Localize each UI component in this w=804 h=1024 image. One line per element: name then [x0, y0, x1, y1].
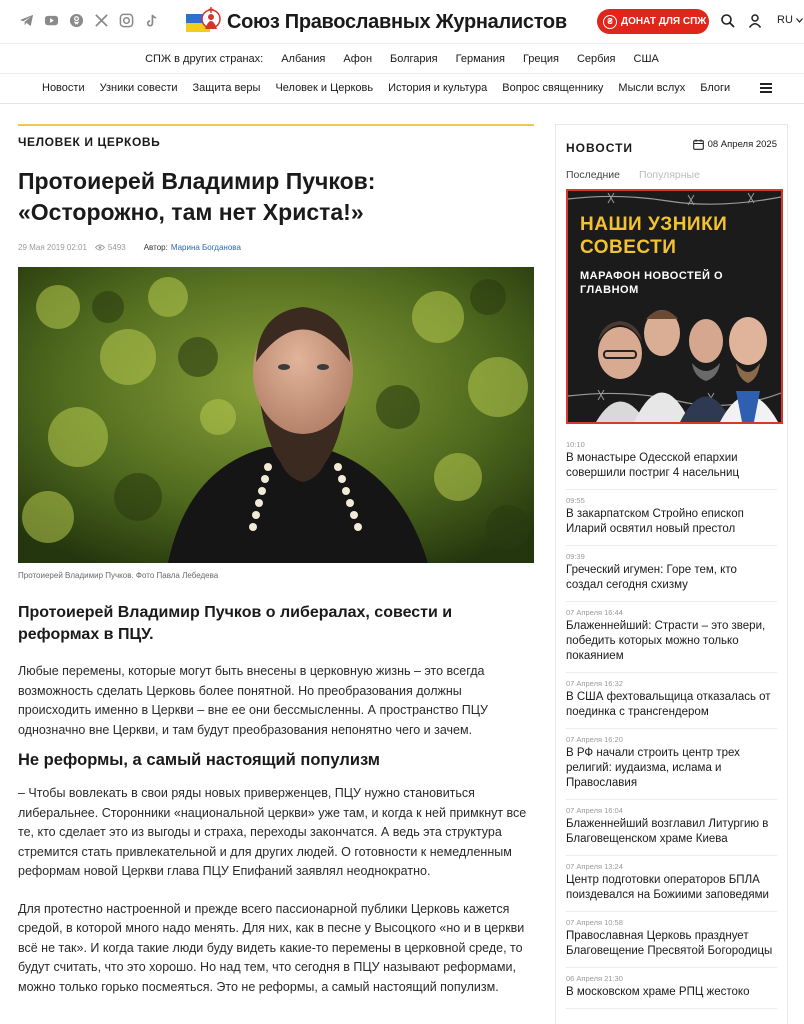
odnoklassniki-icon[interactable]: [68, 12, 84, 28]
news-sidebar: [555, 124, 788, 1024]
views-value: 5493: [107, 243, 126, 252]
chevron-down-icon: [796, 18, 803, 23]
social-links: [18, 12, 159, 28]
youtube-icon[interactable]: [43, 12, 59, 28]
article-subheading: Не реформы, а самый настоящий популизм: [18, 751, 380, 769]
news-title[interactable]: Блаженнейший возглавил Литургию в Благовещенском храме Киева: [566, 818, 769, 845]
article-date: 29 Мая 2019 02:01: [18, 243, 87, 252]
article-headline: [18, 166, 534, 228]
nav-item[interactable]: Мысли вслух: [618, 82, 686, 94]
sidebar-date[interactable]: [693, 139, 777, 150]
news-time: 06 Апреля 21:30: [566, 974, 623, 983]
sidebar-tabs: [566, 169, 777, 187]
country-link[interactable]: Греция: [522, 52, 559, 65]
menu-icon[interactable]: [760, 83, 772, 93]
author-link[interactable]: Марина Богданова: [170, 243, 241, 252]
donate-icon: ₴: [603, 15, 617, 29]
article-meta: [18, 243, 534, 252]
nav-item[interactable]: Узники совести: [99, 82, 178, 94]
news-time: 07 Апреля 16:32: [566, 679, 623, 688]
sidebar-date-value: 08 Апреля 2025: [707, 139, 777, 150]
author-label: Автор:: [143, 243, 168, 252]
top-bar: [0, 0, 804, 44]
countries-label: СПЖ в других странах:: [145, 52, 264, 65]
tab-popular[interactable]: Популярные: [639, 169, 700, 181]
sidebar-title: НОВОСТИ: [566, 141, 634, 155]
news-time: 07 Апреля 16:44: [566, 608, 623, 617]
news-item[interactable]: [566, 552, 777, 602]
site-title: Союз Православных Журналистов: [227, 10, 567, 33]
article-category[interactable]: ЧЕЛОВЕК И ЦЕРКОВЬ: [18, 135, 161, 149]
prisoners-banner[interactable]: [566, 189, 783, 424]
news-time: 07 Апреля 16:20: [566, 735, 623, 744]
photo-caption: Протоиерей Владимир Пучков. Фото Павла Лебедева: [18, 571, 219, 580]
headline-line: Протоиерей Владимир Пучков:: [18, 168, 376, 194]
news-title[interactable]: В США фехтовальщица отказалась от поединка с трансгендером: [566, 691, 771, 718]
category-divider: [18, 124, 534, 126]
tiktok-icon[interactable]: [143, 12, 159, 28]
news-title[interactable]: Центр подготовки операторов БПЛА поиздевался на Божиими заповедями: [566, 874, 769, 901]
banner-title-line: НАШИ УЗНИКИ: [580, 214, 728, 235]
nav-item[interactable]: Человек и Церковь: [275, 82, 374, 94]
article-paragraph: Для протестно настроенной и прежде всего пассионарной публики Церковь кажется средой, в которой много надо менять. Для них, как в песне у Высоцкого «но и в церкви всё не так». И когда такие люди буду видеть какие-то перемены в церковной среде, то будут считать, что это хорошо. Но над тем, что сегодня в ПЦУ называют реформами, можно только горько посмеяться. Это не реформы, а самый настоящий популизм.: [18, 901, 525, 994]
news-time: 09:55: [566, 496, 585, 505]
news-title[interactable]: В закарпатском Стройно епископ Иларий освятил новый престол: [566, 508, 744, 535]
nav-item[interactable]: История и культура: [388, 82, 488, 94]
news-time: 10:10: [566, 440, 585, 449]
news-time: 07 Апреля 16:04: [566, 806, 623, 815]
country-link[interactable]: Сербия: [576, 52, 616, 65]
news-item[interactable]: [566, 735, 777, 800]
news-item[interactable]: [566, 440, 777, 490]
banner-title-line: СОВЕСТИ: [580, 237, 677, 258]
x-icon[interactable]: [93, 12, 109, 28]
news-item[interactable]: [566, 974, 777, 1009]
nav-item[interactable]: Новости: [42, 82, 85, 94]
main-nav: [0, 74, 804, 104]
news-time: 07 Апреля 10:58: [566, 918, 623, 927]
article-photo: [18, 267, 534, 563]
nav-item[interactable]: Защита веры: [192, 82, 261, 94]
news-title[interactable]: Блаженнейший: Страсти – это звери, победить которых можно только покаянием: [566, 620, 766, 662]
news-item[interactable]: [566, 806, 777, 856]
banner-subtitle: МАРАФОН НОВОСТЕЙ О ГЛАВНОМ: [580, 270, 724, 296]
news-item[interactable]: [566, 608, 777, 673]
article: [18, 124, 534, 997]
country-link[interactable]: США: [633, 52, 659, 65]
news-item[interactable]: [566, 679, 777, 729]
site-logo[interactable]: [185, 5, 567, 39]
country-link[interactable]: Германия: [455, 52, 505, 65]
news-title[interactable]: Греческий игумен: Горе тем, кто создал сегодня схизму: [566, 564, 737, 591]
search-icon[interactable]: [720, 13, 736, 29]
news-title[interactable]: Православная Церковь празднует Благовещение Пресвятой Богородицы: [566, 930, 773, 957]
donate-button[interactable]: [597, 9, 709, 34]
calendar-icon: [693, 139, 704, 150]
article-paragraph: – Чтобы вовлекать в свои ряды новых приверженцев, ПЦУ нужно становиться либеральнее. Сторонники «национальной церкви» уже там, и когда к ней примкнут все те, кто сделает это из выгоды и страха, переходы закончатся. А ведь эта структура стремится стать привлекательной и для других людей. О готовности к немедленным реформам новой Церкви глава ПЦУ Епифаний заявлял неоднократно.: [18, 786, 527, 878]
news-title[interactable]: В РФ начали строить центр трех религий: иудаизма, ислама и Православия: [566, 747, 740, 789]
language-label: RU: [777, 14, 793, 26]
banner-title: [580, 213, 727, 259]
instagram-icon[interactable]: [118, 12, 134, 28]
headline-line: «Осторожно, там нет Христа!»: [18, 199, 364, 225]
user-icon[interactable]: [747, 13, 763, 29]
telegram-icon[interactable]: [18, 12, 34, 28]
news-title[interactable]: В московском храме РПЦ жестоко: [566, 986, 750, 998]
sidebar-header: [566, 125, 777, 169]
language-selector[interactable]: [777, 14, 803, 26]
tab-latest[interactable]: Последние: [566, 169, 621, 181]
news-list: [566, 440, 777, 1009]
news-title[interactable]: В монастыре Одесской епархии совершили постриг 4 насельниц: [566, 452, 740, 479]
donate-label: ДОНАТ ДЛЯ СПЖ: [621, 16, 707, 27]
news-item[interactable]: [566, 862, 777, 912]
view-count: [95, 243, 126, 252]
article-paragraph: Любые перемены, которые могут быть внесены в церковную жизнь – это всегда возможность сделать Церковь более понятной. Но преобразования должны происходить именно в Церкви – вне ее они бессмысленны. А пространство ПЦУ однозначно вне Церкви, и там будут преобразования непонятно чего и зачем.: [18, 664, 488, 737]
news-item[interactable]: [566, 918, 777, 968]
countries-bar: [0, 44, 804, 74]
country-link[interactable]: Албания: [281, 52, 326, 65]
nav-item[interactable]: Блоги: [700, 82, 731, 94]
article-lead: Протоиерей Владимир Пучков о либералах, совести и реформах в ПЦУ.: [18, 604, 453, 643]
news-item[interactable]: [566, 496, 777, 546]
news-time: 07 Апреля 13:24: [566, 862, 623, 871]
eye-icon: [95, 244, 105, 251]
country-link[interactable]: Афон: [343, 52, 373, 65]
logo-emblem-icon: [185, 5, 221, 39]
news-time: 09:39: [566, 552, 585, 561]
country-link[interactable]: Болгария: [390, 52, 438, 65]
nav-item[interactable]: Вопрос священнику: [502, 82, 604, 94]
